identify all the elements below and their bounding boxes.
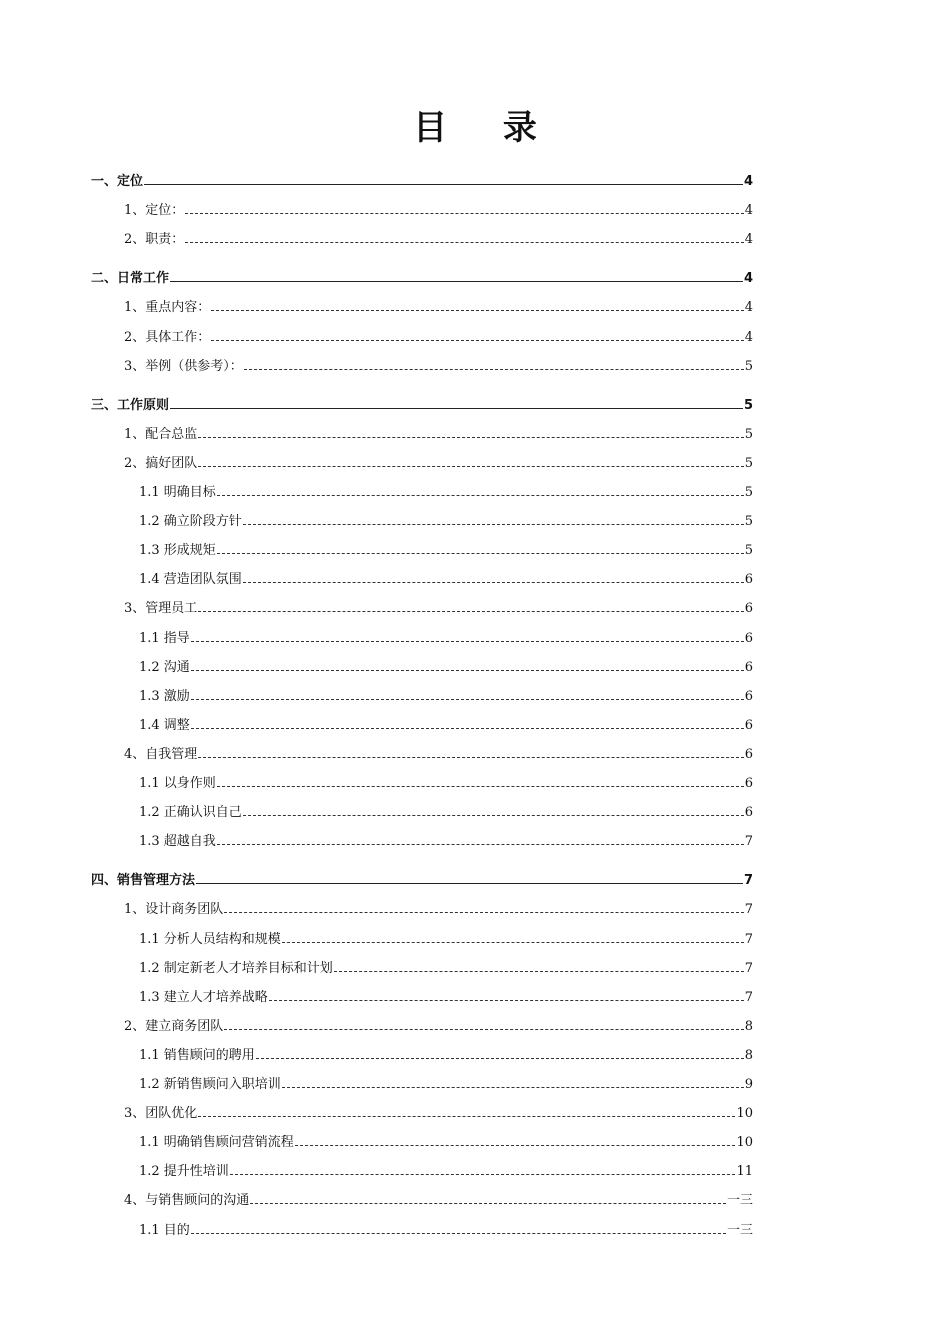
toc-leader-line [185, 242, 743, 243]
toc-entry-page: 6 [744, 746, 753, 762]
toc-entry-page: 9 [744, 1077, 753, 1092]
toc-entry-label: 2、搞好团队 [124, 455, 198, 471]
toc-entry[interactable] [139, 627, 753, 647]
toc-entry[interactable] [139, 801, 753, 821]
toc-entry[interactable] [139, 539, 753, 559]
toc-entry-label: 4、自我管理 [124, 746, 198, 762]
toc-entry-page: 一三 [726, 1222, 753, 1238]
toc-entry-label: 1.1 目的 [139, 1222, 190, 1238]
toc-entry-label: 1.1 明确销售顾问营销流程 [139, 1135, 294, 1151]
toc-entry-label: 3、团队优化 [124, 1106, 198, 1122]
toc-entry-label: 二、日常工作 [91, 271, 170, 287]
toc-entry-label: 1.3 建立人才培养战略 [139, 989, 268, 1005]
toc-entry-label: 1、配合总监 [124, 426, 198, 442]
toc-entry-page: 6 [744, 776, 753, 791]
toc-entry[interactable] [139, 830, 753, 850]
toc-entry-label: 四、销售管理方法 [91, 873, 196, 889]
toc-entry[interactable] [139, 1219, 753, 1239]
toc-entry-label: 三、工作原则 [91, 397, 170, 413]
toc-entry-label: 1.4 调整 [139, 717, 190, 733]
toc-entry-label: 1、设计商务团队 [124, 902, 224, 918]
toc-entry-label: 1.1 明确目标 [139, 485, 216, 500]
toc-entry[interactable] [124, 296, 753, 316]
toc-entry-page: 8 [744, 1047, 753, 1063]
toc-entry[interactable] [124, 423, 753, 443]
toc-entry-label: 4、与销售顾问的沟通 [124, 1193, 250, 1209]
toc-entry[interactable] [139, 1131, 753, 1151]
toc-leader-line [191, 699, 744, 700]
toc-leader-line [196, 883, 743, 884]
toc-leader-line [250, 1203, 726, 1204]
toc-entry-page: 6 [744, 630, 753, 646]
toc-leader-line [211, 340, 743, 341]
toc-leader-line [217, 495, 744, 496]
toc-entry-page: 7 [744, 989, 753, 1005]
toc-leader-line [191, 641, 744, 642]
toc-entry-page: 6 [744, 601, 753, 617]
toc-entry-page: 5 [744, 426, 753, 442]
toc-entry-page: 7 [743, 873, 753, 889]
toc-entry-label: 2、职责： [124, 232, 185, 248]
toc-entry-label: 1.1 指导 [139, 630, 190, 646]
toc-entry[interactable] [139, 1044, 753, 1064]
toc-entry-page: 5 [744, 485, 753, 500]
toc-entry-label: 3、管理员工 [124, 601, 198, 617]
toc-entry[interactable] [139, 957, 753, 977]
toc-entry-label: 3、举例（供参考）： [124, 358, 243, 374]
toc-entry[interactable] [124, 452, 753, 472]
toc-leader-line [282, 1087, 744, 1088]
toc-entry[interactable] [124, 743, 753, 763]
toc-entry[interactable] [124, 355, 753, 375]
toc-leader-line [144, 184, 743, 185]
toc-entry-page: 4 [744, 203, 753, 219]
toc-entry-page: 4 [743, 271, 753, 287]
toc-leader-line [230, 1174, 736, 1175]
toc-entry-label: 1.1 销售顾问的聘用 [139, 1047, 255, 1063]
toc-entry-label: 一、定位 [91, 174, 144, 189]
toc-entry-page: 6 [744, 688, 753, 704]
toc-leader-line [217, 786, 744, 787]
toc-leader-line [243, 524, 744, 525]
toc-leader-line [198, 1116, 735, 1117]
toc-entry-page: 6 [744, 572, 753, 588]
toc-entry-page: 4 [744, 232, 753, 248]
toc-leader-line [170, 281, 743, 282]
toc-entry[interactable] [124, 597, 753, 617]
toc-leader-line [170, 408, 743, 409]
toc-entry-label: 1、重点内容： [124, 300, 211, 316]
page-title: 目 录 [413, 108, 559, 148]
toc-entry[interactable] [124, 199, 753, 219]
toc-entry-page: 5 [743, 397, 753, 413]
toc-entry[interactable] [139, 928, 753, 948]
toc-entry[interactable] [91, 869, 753, 889]
toc-entry-label: 1.3 超越自我 [139, 834, 216, 850]
toc-leader-line [269, 1000, 744, 1001]
toc-entry-label: 1、定位： [124, 203, 185, 219]
toc-entry[interactable] [91, 267, 753, 287]
toc-entry[interactable] [91, 394, 753, 414]
toc-entry-page: 5 [744, 543, 753, 559]
toc-entry-page: 10 [736, 1106, 753, 1122]
toc-leader-line [217, 553, 744, 554]
toc-entry[interactable] [124, 1015, 753, 1035]
toc-leader-line [224, 912, 743, 913]
toc-entry[interactable] [139, 1073, 753, 1093]
toc-entry-page: 4 [744, 300, 753, 316]
toc-entry-label: 1.3 形成规矩 [139, 543, 216, 559]
toc-leader-line [334, 971, 744, 972]
toc-entry-page: 7 [744, 834, 753, 850]
toc-entry[interactable] [139, 772, 753, 792]
toc-entry-label: 2、具体工作： [124, 329, 211, 345]
toc-leader-line [198, 466, 743, 467]
toc-entry-page: 10 [736, 1135, 753, 1151]
toc-entry[interactable] [139, 568, 753, 588]
toc-entry-label: 1.1 以身作则 [139, 776, 216, 791]
toc-leader-line [198, 757, 743, 758]
toc-leader-line [256, 1058, 744, 1059]
toc-leader-line [191, 1233, 726, 1234]
toc-entry-page: 6 [744, 717, 753, 733]
toc-entry-page: 7 [744, 960, 753, 976]
toc-entry-label: 1.2 正确认识自己 [139, 805, 242, 821]
toc-entry-label: 1.2 提升性培训 [139, 1164, 229, 1180]
toc-entry-page: 8 [744, 1018, 753, 1034]
toc-entry-label: 1.2 确立阶段方针 [139, 514, 242, 530]
toc-leader-line [211, 310, 743, 311]
toc-entry-page: 11 [736, 1164, 753, 1180]
toc-entry[interactable] [139, 510, 753, 530]
toc-entry-page: 7 [744, 931, 753, 947]
toc-entry[interactable] [124, 1189, 753, 1209]
toc-entry-label: 1.4 营造团队氛围 [139, 572, 242, 588]
toc-leader-line [185, 213, 743, 214]
toc-leader-line [244, 369, 744, 370]
toc-entry-page: 5 [744, 358, 753, 374]
toc-entry[interactable] [139, 481, 753, 501]
toc-leader-line [224, 1029, 743, 1030]
toc-entry[interactable] [139, 714, 753, 734]
toc-entry[interactable] [139, 1160, 753, 1180]
toc-leader-line [198, 437, 743, 438]
toc-entry[interactable] [124, 326, 753, 346]
toc-entry-page: 4 [744, 329, 753, 345]
toc-leader-line [217, 844, 744, 845]
toc-entry[interactable] [124, 898, 753, 918]
toc-entry[interactable] [139, 685, 753, 705]
toc-entry-label: 1.3 激励 [139, 688, 190, 704]
toc-leader-line [295, 1145, 736, 1146]
toc-entry-label: 2、建立商务团队 [124, 1018, 224, 1034]
toc-entry[interactable] [124, 1102, 753, 1122]
toc-entry[interactable] [139, 656, 753, 676]
toc-entry-label: 1.2 新销售顾问入职培训 [139, 1077, 281, 1092]
toc-leader-line [191, 728, 744, 729]
toc-entry-label: 1.2 制定新老人才培养目标和计划 [139, 960, 333, 976]
toc-entry[interactable] [139, 986, 753, 1006]
toc-entry-page: 5 [744, 455, 753, 471]
toc-entry-page: 4 [743, 174, 753, 189]
toc-entry-page: 一三 [726, 1193, 753, 1209]
toc-entry-label: 1.2 沟通 [139, 659, 190, 675]
toc-leader-line [198, 611, 743, 612]
toc-leader-line [243, 815, 744, 816]
toc-entry-page: 6 [744, 805, 753, 821]
toc-entry-page: 7 [744, 902, 753, 918]
toc-leader-line [282, 942, 744, 943]
toc-entry-page: 6 [744, 659, 753, 675]
toc-entry-label: 1.1 分析人员结构和规模 [139, 931, 281, 947]
toc-entry-page: 5 [744, 514, 753, 530]
toc-entry[interactable] [91, 170, 753, 190]
toc-leader-line [243, 582, 744, 583]
toc-leader-line [191, 670, 744, 671]
toc-entry[interactable] [124, 228, 753, 248]
